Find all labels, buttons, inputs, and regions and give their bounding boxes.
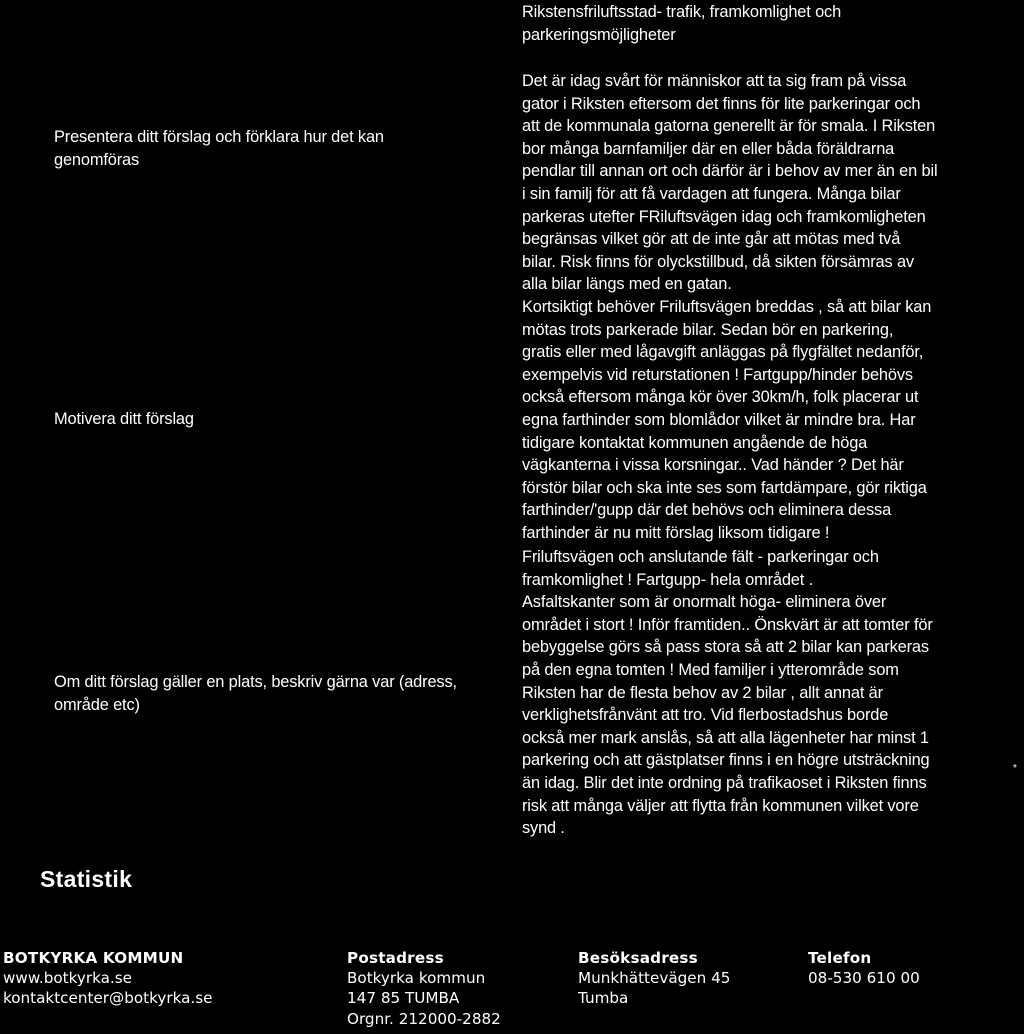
footer-visit-line2: Tumba [578,989,629,1008]
footer-phone-heading: Telefon [808,949,872,967]
footer-visit [578,948,730,1009]
footer-phone [808,948,920,988]
footer-post-heading: Postadress [347,949,444,967]
footer-visit-heading: Besöksadress [578,949,698,967]
footer-post-line2: 147 85 TUMBA [347,989,460,1008]
body-paragraph-2: Kortsiktigt behöver Friluftsvägen breddas , så att bilar kan mötas trots parkerade bilar. Sedan bör en parkering, gratis eller med lågavgift anläggas på flygfältet nedanför, exempelvis vid returstationen ! Fartgupp/hinder behövs också eftersom många kör över 30km/h, folk placerar ut egna farthinder som blomlådor vilket är mindre bra. Har tidigare kontaktat kommunen angående de höga vägkanterna i vissa korsningar.. Vad händer ? Det här förstör bilar och ska inte ses som fartdämpare, gör riktiga farthinder/'gupp där det behövs och eliminera dessa farthinder är nu mitt förslag liksom tidigare ! [522,298,932,542]
label-motivate: Motivera ditt förslag [54,410,194,428]
footer-visit-line1: Munkhättevägen 45 [578,969,731,988]
footer-org-web: www.botkyrka.se [3,969,132,988]
body-paragraph-1: Det är idag svårt för människor att ta sig fram på vissa gator i Riksten eftersom det finns för lite parkeringar och att de kommunala gatorna generellt är för smala. I Riksten bor många barnfamiljer där en eller båda föräldrarna pendlar till annan ort och därför är i behov av mer än en bil i sin familj för att få vardagen att fungera. Många bilar parkeras utefter FRiluftsvägen idag och framkomligheten begränsas vilket gör att de inte går att mötas med två bilar. Risk finns för olyckstillbud, då sikten försämras av alla bilar längs med en gatan. [522,72,938,294]
footer-org-heading: BOTKYRKA KOMMUN [3,949,184,967]
footer-org [3,948,213,1009]
location-body [522,546,992,840]
proposal-title-line1: Rikstensfriluftsstad- trafik, framkomlighet och [522,3,842,21]
label-location: Om ditt förslag gäller en plats, beskriv gärna var (adress, område etc) [54,673,457,714]
footer-org-email: kontaktcenter@botkyrka.se [3,989,213,1008]
proposal-title [522,1,992,46]
statistik-heading: Statistik [40,866,133,892]
footer-post-line3: Orgnr. 212000-2882 [347,1009,501,1028]
proposal-body [522,70,992,296]
label-proposal: Presentera ditt förslag och förklara hur det kan genomföras [54,128,384,169]
footer-post-line1: Botkyrka kommun [347,969,486,988]
proposal-title-line2: parkeringsmöjligheter [522,25,676,44]
stray-mark: * [1013,763,1017,774]
motivation-body [522,296,992,545]
body-paragraph-3: Friluftsvägen och anslutande fält - parkeringar och framkomlighet ! Fartgupp- hela området . Asfaltskanter som är onormalt höga- eliminera över området i stort ! Inför framtiden.. Önskvärt är att tomter för bebyggelse görs så pass stora så att 2 bilar kan parkeras på den egna tomten ! Med familjer i ytterområde som Riksten har de flesta behov av 2 bilar , allt annat är verklighetsfrånvänt att tro. Vid flerbostadshus borde också mer mark anslås, så att alla lägenheter har minst 1 parkering och att gästplatser finns i en högre utsträckning än idag. Blir det inte ordning på trafikaoset i Riksten finns risk att många väljer att flytta från kommunen vilket vore synd . [522,548,933,838]
footer-phone-number: 08-530 610 00 [808,969,920,988]
footer-post [347,948,501,1029]
